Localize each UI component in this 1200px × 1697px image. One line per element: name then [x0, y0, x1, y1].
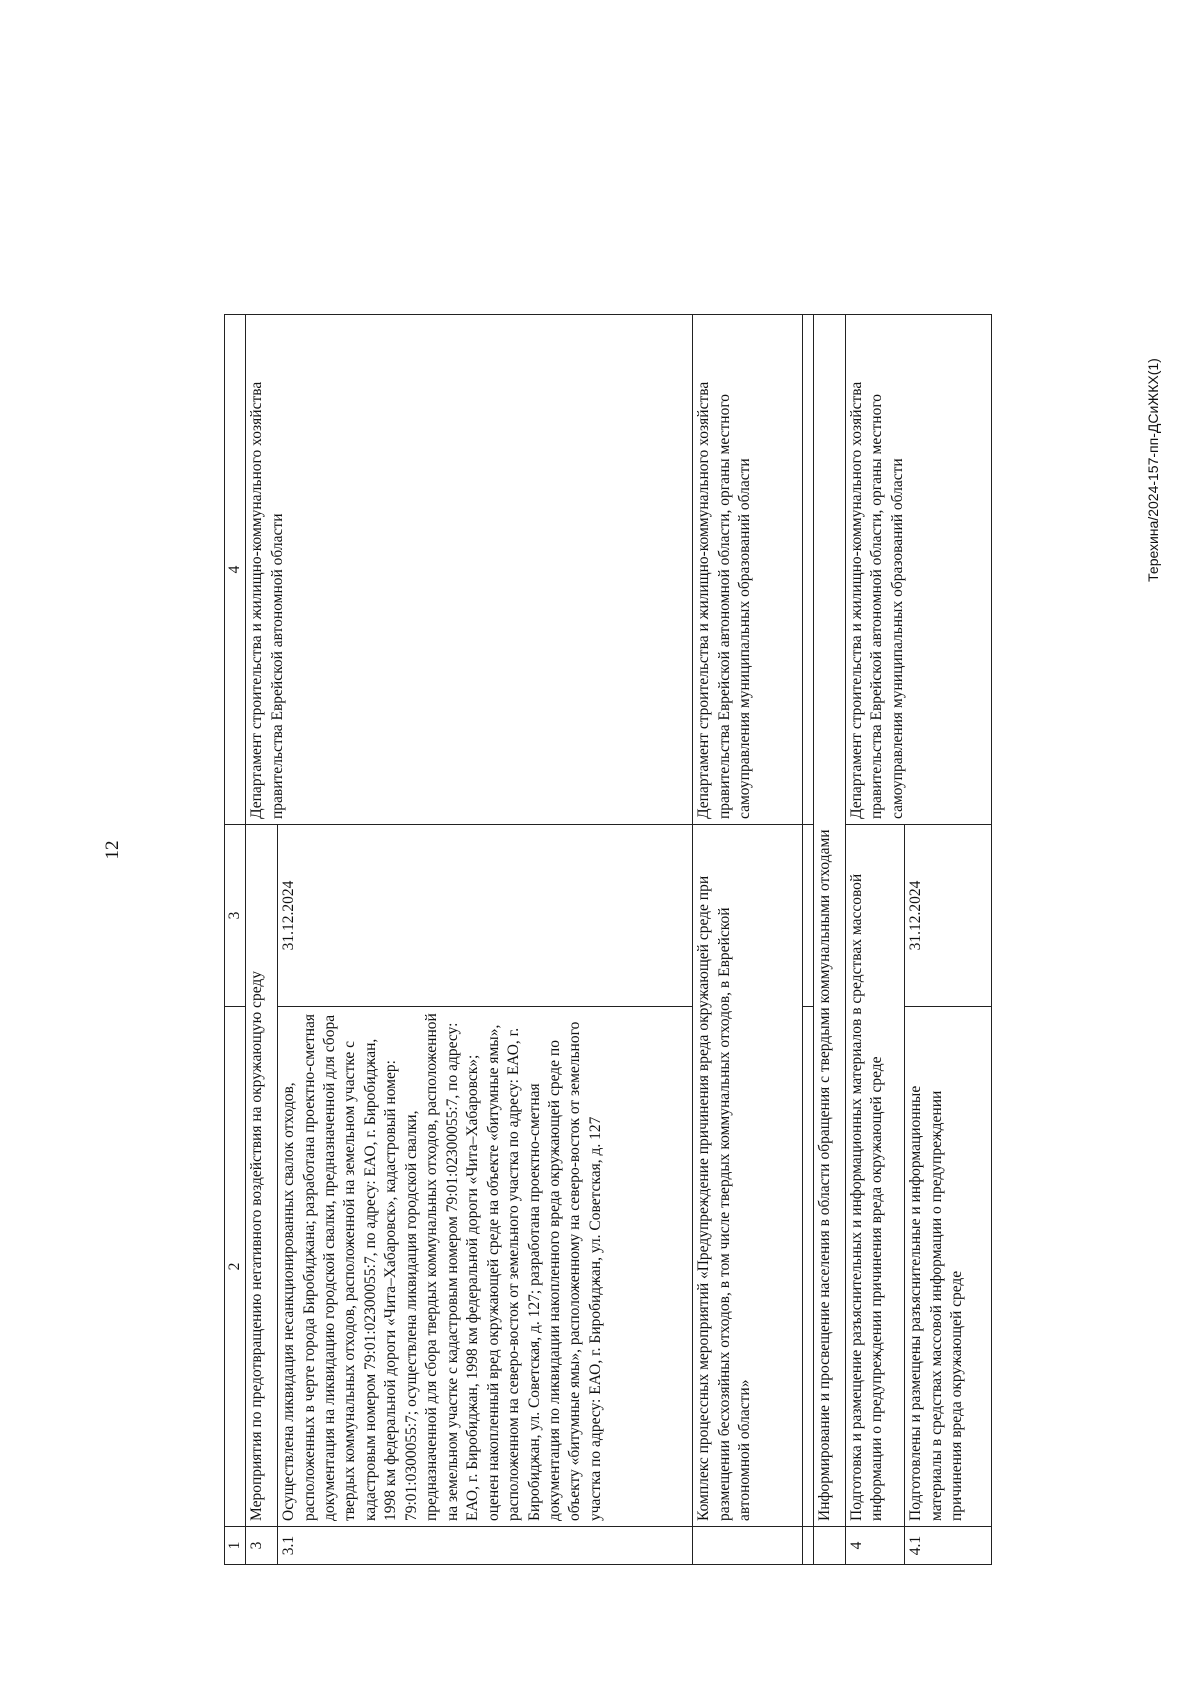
inform-title: Информирование и просвещение населения в области обращения с твердыми коммунальными отходами [814, 315, 846, 1527]
section-4-title: Подготовка и размещение разъяснительных и информационных материалов в средствах массовой информации о предупреждении причинения вреда окружающей среде [845, 825, 904, 1527]
section-3-title: Мероприятия по предотвращению негативного воздействия на окружающую среду [246, 825, 278, 1527]
header-col-2: 2 [225, 1007, 246, 1527]
header-row [225, 315, 246, 1565]
row-4-1-text: Подготовлены и размещены разъяснительные и информационные материалы в средствах массовой информации о предупреждении причинения вреда окружающей среде [905, 1007, 992, 1527]
spacer-cell-1 [803, 1527, 814, 1565]
inform-title-number [814, 1527, 846, 1565]
row-4-1-date: 31.12.2024 [905, 825, 992, 1007]
complex-number [693, 1527, 803, 1565]
rotated-table-container [224, 315, 992, 1565]
measures-table [224, 314, 992, 1565]
complex-responsible: Департамент строительства и жилищно-коммунального хозяйства правительства Еврейской автономной области, органы местного самоуправления муниципальных образований области [693, 315, 803, 825]
section-3-row [246, 315, 278, 1565]
section-4-number: 4 [845, 1527, 904, 1565]
row-4-1-number: 4.1 [905, 1527, 992, 1565]
spacer-cell-3 [803, 825, 814, 1007]
spacer-row [803, 315, 814, 1565]
header-col-4: 4 [225, 315, 246, 825]
inform-title-row [814, 315, 846, 1565]
row-3-1-responsible: Департамент строительства и жилищно-коммунального хозяйства правительства Еврейской автономной области [246, 315, 693, 825]
document-code: Терехина/2024-157-пп-ДСиЖКХ(1) [1145, 358, 1161, 582]
spacer-cell-4 [803, 315, 814, 825]
section-3-number: 3 [246, 1527, 278, 1565]
header-col-1: 1 [225, 1527, 246, 1565]
spacer-cell-2 [803, 1007, 814, 1527]
row-3-1-number: 3.1 [278, 1527, 693, 1565]
page-number: 12 [102, 840, 123, 860]
section-4-responsible: Департамент строительства и жилищно-коммунального хозяйства правительства Еврейской автономной области, органы местного самоуправления муниципальных образований области [845, 315, 991, 825]
row-3-1-text: Осуществлена ликвидация несанкционированных свалок отходов, расположенных в черте города Биробиджана; разработана проектно-сметная документация на ликвидацию городской свалки, предназначенной для сбора твердых коммунальных отходов, расположенной на земельном участке с кадастровым номером 79:01:02300055:7, по адресу: ЕАО, г. Биробиджан, 1998 км федеральной дороги «Чита–Хабаровск», кадастровый номер: 79:01:0300055:7; осуществлена ликвидация городской свалки, предназначенной для сбора твердых коммунальных отходов, расположенной на земельном участке с кадастровым номером 79:01:02300055:7, по адресу: ЕАО, г. Биробиджан, 1998 км федеральной дороги «Чита–Хабаровск»; оценен накопленный вред окружающей среде на объекте «битумные ямы», расположенном на северо-восток от земельного участка по адресу: ЕАО, г. Биробиджан, ул. Советская, д. 127; разработана проектно-сметная документация по ликвидации накопленного вреда окружающей среде по объекту «битумные ямы», расположенному на северо-восток от земельного участка по адресу: ЕАО, г. Биробиджан, ул. Советская, д. 127 [278, 1007, 693, 1527]
section-4-row [845, 315, 904, 1565]
header-col-3: 3 [225, 825, 246, 1007]
row-3-1-date: 31.12.2024 [278, 825, 693, 1007]
complex-title: Комплекс процессных мероприятий «Предупреждение причинения вреда окружающей среде при размещении бесхозяйных отходов, в том числе твердых коммунальных отходов, в Еврейской автономной области» [693, 825, 803, 1527]
complex-row [693, 315, 803, 1565]
